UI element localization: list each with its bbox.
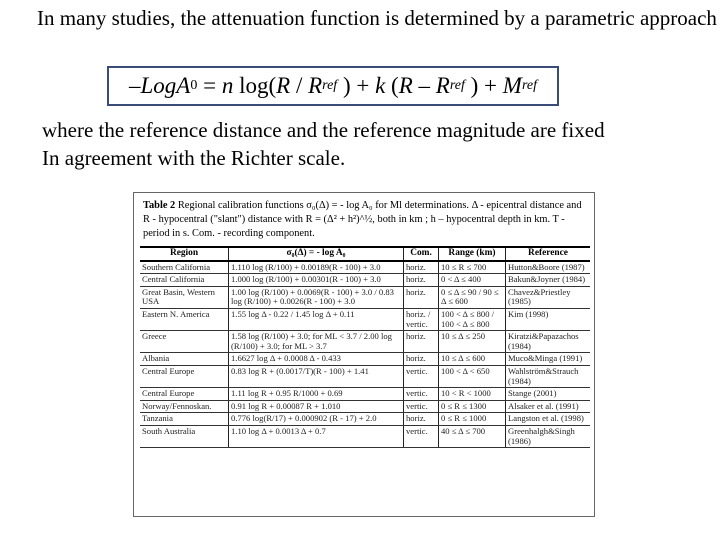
cell-region: Central Europe	[140, 365, 229, 387]
cell-function: 1.58 log (R/100) + 3.0; for ML < 3.7 / 2.00 log (R/100) + 3.0; for ML > 3.7	[229, 331, 404, 353]
cell-reference: Kim (1998)	[506, 308, 591, 330]
cell-region: Greece	[140, 331, 229, 353]
cell-region: South Australia	[140, 425, 229, 447]
cell-reference: Langston et al. (1998)	[506, 413, 591, 426]
cell-function: 1.10 log Δ + 0.0013 Δ + 0.7	[229, 425, 404, 447]
cell-region: Norway/Fennoskan.	[140, 400, 229, 413]
cell-function: 1.00 log (R/100) + 0.0069(R - 100) + 3.0 / 0.83 log (R/100) + 0.0026(R - 100) + 3.0	[229, 286, 404, 308]
cell-com: horiz.	[404, 353, 439, 366]
cell-function: 0.83 log R + (0.0017/T)(R - 100) + 1.41	[229, 365, 404, 387]
cell-range: 0 ≤ R ≤ 1000	[439, 413, 506, 426]
cell-com: horiz. / vertic.	[404, 308, 439, 330]
cell-function: 1.000 log (R/100) + 0.00301(R - 100) + 3.0	[229, 274, 404, 287]
table-row	[140, 261, 590, 274]
cell-com: vertic.	[404, 365, 439, 387]
cell-region: Tanzania	[140, 413, 229, 426]
table-caption	[143, 199, 588, 241]
cell-reference: Muco&Minga (1991)	[506, 353, 591, 366]
calibration-table-image	[133, 192, 595, 517]
calibration-table	[140, 246, 590, 448]
cell-reference: Wahlström&Strauch (1984)	[506, 365, 591, 387]
cell-range: 0 ≤ Δ ≤ 90 / 90 ≤ Δ ≤ 600	[439, 286, 506, 308]
cell-range: 10 < R < 1000	[439, 388, 506, 401]
body-line-1: where the reference distance and the reference magnitude are fixed	[42, 118, 605, 142]
cell-reference: Stange (2001)	[506, 388, 591, 401]
cell-function: 0.776 log(R/17) + 0.000902 (R - 17) + 2.0	[229, 413, 404, 426]
table-caption-label: Table 2	[143, 200, 176, 211]
cell-com: vertic.	[404, 425, 439, 447]
cell-range: 10 ≤ Δ ≤ 600	[439, 353, 506, 366]
cell-reference: Kiratzi&Papazachos (1984)	[506, 331, 591, 353]
cell-reference: Chavez&Priestley (1985)	[506, 286, 591, 308]
intro-text: In many studies, the attenuation function is determined by a parametric approach	[37, 6, 717, 30]
cell-range: 10 ≤ Δ ≤ 250	[439, 331, 506, 353]
cell-com: horiz.	[404, 331, 439, 353]
cell-region: Southern California	[140, 261, 229, 274]
cell-range: 10 ≤ R ≤ 700	[439, 261, 506, 274]
table-row	[140, 353, 590, 366]
attenuation-formula: – LogA 0 = n log( R / R ref ) + k ( R – R ref ) + M ref	[107, 66, 559, 106]
cell-com: horiz.	[404, 413, 439, 426]
cell-reference: Bakun&Joyner (1984)	[506, 274, 591, 287]
header-range: Range (km)	[439, 247, 506, 261]
table-row	[140, 286, 590, 308]
table-row	[140, 425, 590, 447]
cell-com: horiz.	[404, 286, 439, 308]
cell-com: vertic.	[404, 400, 439, 413]
cell-region: Central California	[140, 274, 229, 287]
cell-function: 1.11 log R + 0.95 R/1000 + 0.69	[229, 388, 404, 401]
body-text	[42, 116, 712, 172]
cell-region: Albania	[140, 353, 229, 366]
cell-region: Central Europe	[140, 388, 229, 401]
table-row	[140, 388, 590, 401]
cell-range: 40 ≤ Δ ≤ 700	[439, 425, 506, 447]
header-function: σ₀(Δ) = - log A₀	[229, 247, 404, 261]
header-com: Com.	[404, 247, 439, 261]
table-row	[140, 274, 590, 287]
table-row	[140, 400, 590, 413]
cell-function: 1.6627 log Δ + 0.0008 Δ - 0.433	[229, 353, 404, 366]
body-line-2: In agreement with the Richter scale.	[42, 146, 346, 170]
cell-range: 0 ≤ R ≤ 1300	[439, 400, 506, 413]
header-reference: Reference	[506, 247, 591, 261]
header-region: Region	[140, 247, 229, 261]
cell-com: horiz.	[404, 261, 439, 274]
table-row	[140, 413, 590, 426]
cell-com: horiz.	[404, 274, 439, 287]
table-row	[140, 308, 590, 330]
cell-function: 1.110 log (R/100) + 0.00189(R - 100) + 3.0	[229, 261, 404, 274]
table-caption-text: Regional calibration functions σ₀(Δ) = - log A₀ for Ml determinations. Δ - epicentral distance and R - hypocentral ("slant") distance with R = (Δ² + h²)^½, both in km ; h – hypocentral depth in km. T - period in s. Com. - recording component.	[143, 200, 582, 239]
cell-range: 100 < Δ ≤ 800 / 100 < Δ ≤ 800	[439, 308, 506, 330]
cell-range: 0 < Δ ≤ 400	[439, 274, 506, 287]
table-row	[140, 365, 590, 387]
cell-reference: Greenhalgh&Singh (1986)	[506, 425, 591, 447]
cell-region: Eastern N. America	[140, 308, 229, 330]
cell-com: vertic.	[404, 388, 439, 401]
cell-function: 0.91 log R + 0.00087 R + 1.010	[229, 400, 404, 413]
cell-region: Great Basin, Western USA	[140, 286, 229, 308]
cell-reference: Hutton&Boore (1987)	[506, 261, 591, 274]
cell-function: 1.55 log Δ - 0.22 / 1.45 log Δ + 0.11	[229, 308, 404, 330]
table-row	[140, 331, 590, 353]
cell-range: 100 < Δ < 650	[439, 365, 506, 387]
cell-reference: Alsaker et al. (1991)	[506, 400, 591, 413]
